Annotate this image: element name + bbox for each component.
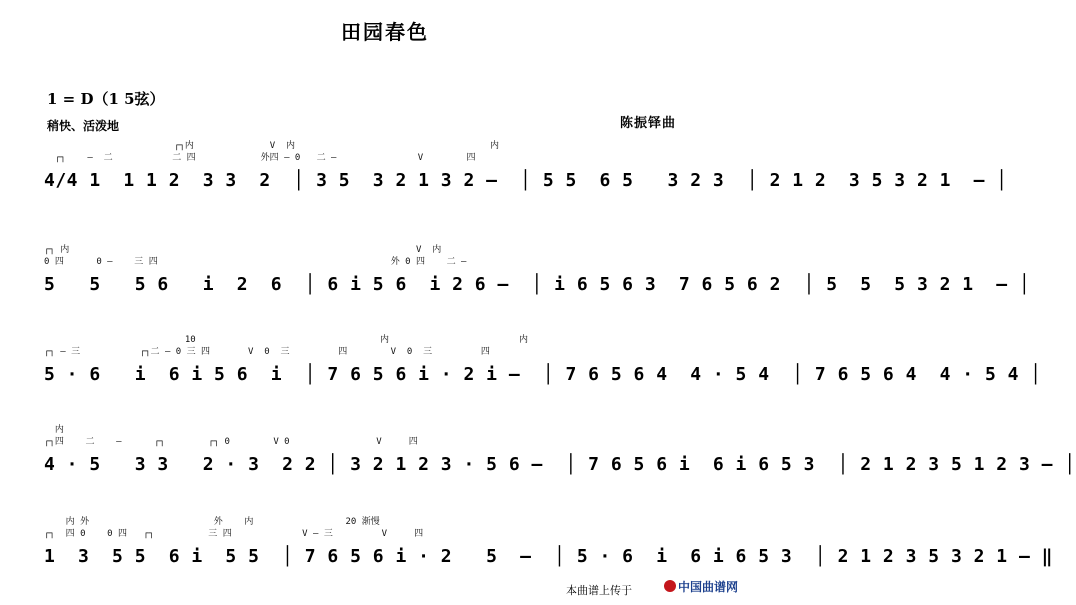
score-row-notes: 4 · 5 3 3 2 · 3 2 2 │ 3 2 1 2 3 · 5 6 — │ 7 6 5 6 i 6 i 6 5 3 │ 2 1 2 3 5 1 2 3 — │ xyxy=(44,454,1076,475)
score-row-notes: 1 3 5 5 6 i 5 5 │ 7 6 5 6 i · 2 5 — │ 5 · 6 i 6 i 6 5 3 │ 2 1 2 3 5 3 2 1 — ‖ xyxy=(44,546,1053,567)
score-row-notes: 4/4 1 1 1 2 3 3 2 │ 3 5 3 2 1 3 2 — │ 5 5 6 5 3 2 3 │ 2 1 2 3 5 3 2 1 — │ xyxy=(44,170,1008,191)
site-logo[interactable] xyxy=(664,578,738,595)
score-row-5 xyxy=(44,508,1053,588)
logo-icon xyxy=(664,580,676,592)
score-row-notes: 5 · 6 i 6 i 5 6 i │ 7 6 5 6 i · 2 i — │ 7 6 5 6 4 4 · 5 4 │ 7 6 5 6 4 4 · 5 4 │ xyxy=(44,364,1042,385)
logo-text: 中国曲谱网 xyxy=(678,580,739,594)
score-row-marks-lower: ┌┐ 四 0 0 四 ┌┐ 三 四 V — 三 V 四 xyxy=(44,529,424,539)
footer-text: 本曲谱上传于 xyxy=(566,584,632,597)
key-signature: 1 = D（1 5弦） xyxy=(47,90,165,108)
score-row-4 xyxy=(44,416,1076,496)
score-row-marks: ┌┐ 内 V 内 xyxy=(44,245,442,255)
score-row-marks: 10 内 内 xyxy=(44,335,528,345)
score-row-3 xyxy=(44,326,1042,406)
score-row-1 xyxy=(44,132,1008,212)
score-row-marks-lower: ┌┐ — 三 ┌┐二 — 0 三 四 V 0 三 四 V 0 三 四 xyxy=(44,347,490,357)
score-row-2 xyxy=(44,236,1031,316)
score-row-marks: 内 xyxy=(44,425,64,435)
score-row-notes: 5 5 5 6 i 2 6 │ 6 i 5 6 i 2 6 — │ i 6 5 6 3 7 6 5 6 2 │ 5 5 5 3 2 1 — │ xyxy=(44,274,1031,295)
score-row-marks: ┌┐内 V 内 内 xyxy=(44,141,500,151)
score-row-marks-lower: ┌┐四 二 — ┌┐ ┌┐ 0 V 0 V 四 xyxy=(44,437,418,447)
score-row-marks-lower: ┌┐ — 二 二 四 外四 — 0 二 — V 四 xyxy=(44,153,476,163)
page-title: 田园春色 xyxy=(341,20,429,44)
composer: 陈振铎曲 xyxy=(620,116,677,131)
score-row-marks: 内 外 外 内 20 渐慢 xyxy=(44,517,380,527)
score-row-marks-lower: 0 四 0 — 三 四 外 0 四 二 — xyxy=(44,257,467,267)
tempo-marking: 稍快、活泼地 xyxy=(47,119,120,133)
